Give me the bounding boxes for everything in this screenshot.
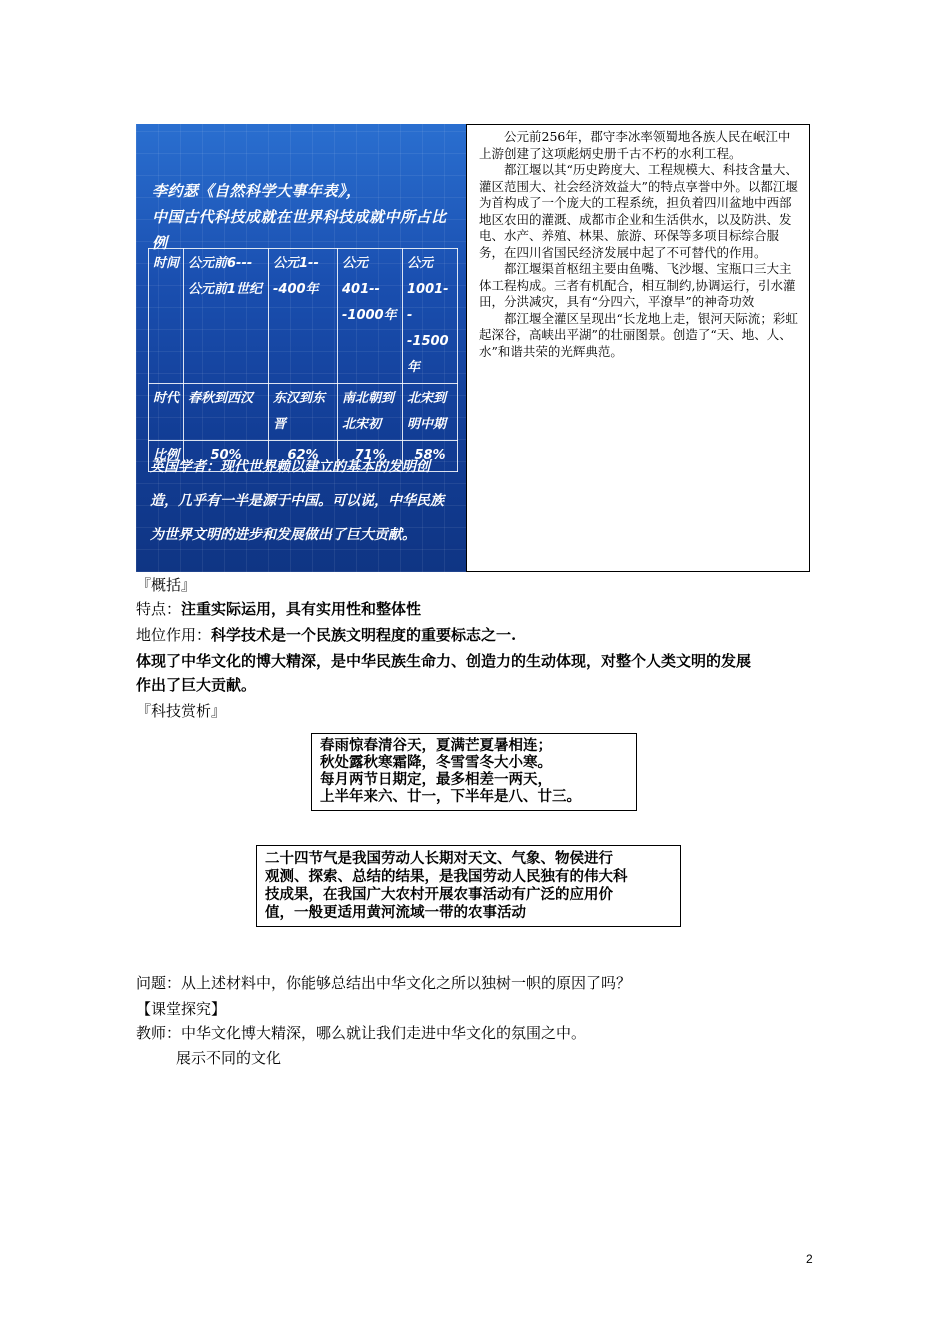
solar-terms-description-box — [256, 845, 681, 927]
solar-line: 值，一般更适用黄河流域一带的农事活动 — [265, 905, 526, 921]
solar-line: 观测、探索、总结的结果，是我国劳动人民独有的伟大科 — [265, 869, 628, 885]
teacher-line: 教师：中华文化博大精深，哪么就让我们走进中华文化的氛围之中。 — [136, 1024, 587, 1042]
slide-cell: 58% — [403, 441, 458, 472]
poem-line: 秋处露秋寒霜降，冬雪雪冬大小寒。 — [320, 755, 552, 771]
status-line — [136, 624, 516, 646]
slide-cell: 公元1---400年 — [269, 249, 338, 384]
solar-terms-poem-box — [311, 733, 637, 811]
slide-heading-line1: 李约瑟《自然科学大事年表》， — [152, 182, 362, 200]
significance-line1: 体现了中华文化的博大精深，是中华民族生命力、创造力的生动体现，对整个人类文明的发展 — [136, 652, 752, 670]
status-label: 地位作用： — [136, 626, 212, 644]
feature-label: 特点： — [136, 600, 182, 618]
poem-line: 春雨惊春清谷天，夏满芒夏暑相连； — [320, 738, 552, 754]
poem-line: 上半年来六、廿一，下半年是八、廿三。 — [320, 789, 581, 805]
slide-cell: 东汉到东晋 — [269, 384, 338, 441]
slide-row-era — [149, 384, 458, 441]
slide-cell: 公元前6---公元前1世纪 — [184, 249, 269, 384]
inquiry-heading: 【课堂探究】 — [136, 1000, 227, 1018]
slide-cell: 春秋到西汉 — [184, 384, 269, 441]
slide-cell: 南北朝到北宋初 — [338, 384, 403, 441]
slide-footnote: 英国学者：现代世界赖以建立的基本的发明创造，几乎有一半是源于中国。可以说，中华民族为世界文明的进步和发展做出了巨大贡献。 — [150, 459, 444, 543]
slide-row-time — [149, 249, 458, 384]
textbox-paragraph: 都江堰渠首枢纽主要由鱼嘴、飞沙堰、宝瓶口三大主体工程构成。三者有机配合，相互制约,协调运行，引水灌田，分洪减灾，具有“分四六，平潦旱”的神奇功效 — [479, 261, 796, 309]
appreciation-heading: 『科技赏析』 — [136, 702, 227, 720]
slide-cell: 公元1001---1500年 — [403, 249, 458, 384]
significance-line2: 作出了巨大贡献。 — [136, 676, 257, 694]
slide-cell: 公元401---1000年 — [338, 249, 403, 384]
slide-cell: 北宋到明中期 — [403, 384, 458, 441]
textbox-paragraph: 都江堰以其“历史跨度大、工程规模大、科技含量大、灌区范围大、社会经济效益大”的特点享誉中外。以都江堰为首构成了一个庞大的工程系统，担负着四川盆地中西部地区农田的灌溉、成都市企业和生活供水，以及防洪、发电、水产、养殖、林果、旅游、环保等多项目标综合服务，在四川省国民经济发展中起了不可替代的作用。 — [479, 162, 798, 260]
dujiangyan-textbox — [466, 124, 810, 572]
solar-line: 二十四节气是我国劳动人长期对天文、气象、物侯进行 — [265, 851, 613, 867]
slide-heading — [152, 178, 452, 256]
textbox-paragraph: 都江堰全灌区呈现出“长龙地上走，银河天际流；彩虹起深谷，高峡出平湖”的壮丽图景。创造了“天、地、人、水”和谐共荣的光辉典范。 — [479, 310, 798, 359]
slide-cell: 时间 — [149, 249, 184, 384]
slide-cell: 50% — [184, 441, 269, 472]
poem-line: 每月两节日期定，最多相差一两天， — [320, 772, 552, 788]
page-number: 2 — [806, 1252, 813, 1266]
status-text: 科学技术是一个民族文明程度的重要标志之一. — [211, 626, 517, 644]
slide-cell: 62% — [269, 441, 338, 472]
feature-text: 注重实际运用，具有实用性和整体性 — [181, 600, 422, 618]
slide-heading-line2: 中国古代科技成就在世界科技成就中所占比例 — [152, 208, 447, 252]
slide-cell: 比例 — [149, 441, 184, 472]
slide-cell: 时代 — [149, 384, 184, 441]
slide-cell: 71% — [338, 441, 403, 472]
summary-heading: 『概括』 — [136, 576, 197, 594]
show-line: 展示不同的文化 — [176, 1049, 282, 1067]
solar-line: 技成果，在我国广大农村开展农事活动有广泛的应用价 — [265, 887, 613, 903]
textbox-paragraph: 公元前256年，郡守李冰率领蜀地各族人民在岷江中上游创建了这项彪炳史册千古不朽的水利工程。 — [479, 129, 791, 161]
question-line: 问题：从上述材料中，你能够总结出中华文化之所以独树一帜的原因了吗？ — [136, 974, 632, 992]
feature-line — [136, 598, 421, 620]
slide-ratio-table — [148, 248, 458, 472]
science-ratio-slide-image — [136, 124, 466, 572]
